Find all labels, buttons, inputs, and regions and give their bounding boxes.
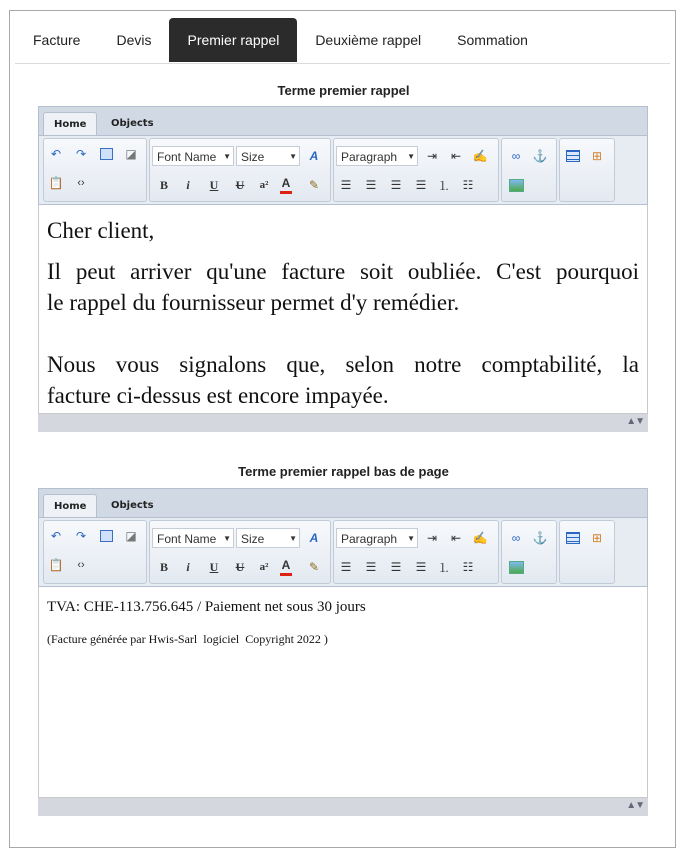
image-icon[interactable]: [506, 175, 526, 195]
tab-deuxieme-rappel[interactable]: Deuxième rappel: [315, 32, 422, 48]
paragraph-select[interactable]: [336, 528, 418, 548]
editor-tab-objects[interactable]: Objects: [111, 118, 154, 129]
paragraph-label: Paragraph: [341, 532, 398, 546]
source-code-icon[interactable]: ‹›: [77, 177, 85, 189]
style-icon[interactable]: A: [309, 531, 319, 545]
editor-tab-objects[interactable]: Objects: [111, 500, 154, 511]
font-name-label: Font Name: [157, 150, 217, 164]
editor-content-area[interactable]: [38, 587, 648, 798]
toolbar-group-paragraph: [333, 520, 499, 584]
paste-icon[interactable]: 📋: [48, 558, 64, 572]
content-line: Il peut arriver qu'une facture soit oubliée. C'est pourquoi: [47, 259, 639, 284]
section2-title: Terme premier rappel bas de page: [238, 464, 449, 479]
unordered-list-icon[interactable]: ☷: [462, 178, 474, 192]
chevron-down-icon: ▼: [223, 534, 231, 543]
tab-facture[interactable]: Facture: [33, 32, 81, 48]
eraser-icon[interactable]: ◪: [125, 529, 137, 543]
content-line: Cher client,: [47, 218, 155, 243]
chevron-down-icon: ▼: [407, 152, 415, 161]
eraser-icon[interactable]: ◪: [125, 147, 137, 161]
content-line: facture ci-dessus est encore impayée.: [47, 383, 389, 408]
superscript-icon[interactable]: a²: [259, 179, 269, 191]
toolbar-group-paragraph: [333, 138, 499, 202]
size-label: Size: [241, 532, 265, 546]
align-left-icon[interactable]: ☰: [340, 178, 352, 192]
resize-handle-icon[interactable]: ▲▼: [626, 800, 644, 811]
outdent-icon[interactable]: ⇤: [450, 531, 462, 545]
italic-icon[interactable]: i: [186, 177, 190, 192]
editor-tab-home[interactable]: Home: [43, 112, 97, 137]
bold-icon[interactable]: B: [159, 559, 168, 574]
font-name-select[interactable]: [152, 528, 234, 548]
select-all-icon[interactable]: [96, 144, 116, 164]
content-line: TVA: CHE-113.756.645 / Paiement net sous 30 jours: [47, 599, 366, 615]
ordered-list-icon[interactable]: ⒈: [437, 560, 450, 575]
align-right-icon[interactable]: ☰: [390, 560, 402, 574]
size-select[interactable]: [236, 528, 300, 548]
highlight-icon[interactable]: ✎: [308, 560, 320, 574]
bold-icon[interactable]: B: [159, 177, 168, 192]
redo-icon[interactable]: ↷: [75, 529, 87, 543]
resize-handle-icon[interactable]: ▲▼: [626, 416, 644, 427]
italic-icon[interactable]: i: [186, 559, 190, 574]
anchor-icon[interactable]: ⚓: [532, 149, 548, 163]
toolbar-group-edit: [43, 520, 147, 584]
content-line: le rappel du fournisseur permet d'y remédier.: [47, 290, 460, 315]
link-icon[interactable]: ∞: [511, 149, 521, 163]
toolbar-group-edit: [43, 138, 147, 202]
content-line: Nous vous signalons que, selon notre comptabilité, la: [47, 352, 639, 377]
chevron-down-icon: ▼: [407, 534, 415, 543]
font-color-icon[interactable]: A: [280, 175, 292, 194]
image-icon[interactable]: [506, 557, 526, 577]
content-line: (Facture générée par Hwis-Sarl logiciel Copyright 2022 ): [47, 632, 328, 646]
toolbar-group-font: [149, 520, 331, 584]
table-edit-icon[interactable]: ⊞: [591, 149, 603, 163]
align-center-icon[interactable]: ☰: [365, 560, 377, 574]
editor-tab-bar: [38, 106, 648, 135]
paste-icon[interactable]: 📋: [48, 176, 64, 190]
strikethrough-icon[interactable]: U: [235, 177, 245, 192]
style-icon[interactable]: A: [309, 149, 319, 163]
editor-premier-rappel: [38, 106, 648, 432]
superscript-icon[interactable]: a²: [259, 561, 269, 573]
undo-icon[interactable]: ↶: [50, 147, 62, 161]
indent-icon[interactable]: ⇥: [426, 531, 438, 545]
source-code-icon[interactable]: ‹›: [77, 559, 85, 571]
editor-toolbar: [38, 135, 648, 205]
format-icon[interactable]: ✍: [472, 149, 488, 163]
size-label: Size: [241, 150, 265, 164]
unordered-list-icon[interactable]: ☷: [462, 560, 474, 574]
align-center-icon[interactable]: ☰: [365, 178, 377, 192]
strikethrough-icon[interactable]: U: [235, 559, 245, 574]
select-all-icon[interactable]: [96, 526, 116, 546]
outdent-icon[interactable]: ⇤: [450, 149, 462, 163]
editor-content-area[interactable]: [38, 205, 648, 414]
tab-devis[interactable]: Devis: [116, 32, 152, 48]
table-icon[interactable]: [563, 528, 583, 548]
chevron-down-icon: ▼: [223, 152, 231, 161]
justify-icon[interactable]: ☰: [415, 560, 427, 574]
justify-icon[interactable]: ☰: [415, 178, 427, 192]
underline-icon[interactable]: U: [209, 559, 219, 574]
tab-premier-rappel[interactable]: Premier rappel: [169, 18, 297, 62]
font-name-select[interactable]: [152, 146, 234, 166]
chevron-down-icon: ▼: [289, 152, 297, 161]
font-name-label: Font Name: [157, 532, 217, 546]
main-frame: [9, 10, 676, 848]
font-color-icon[interactable]: A: [280, 557, 292, 576]
toolbar-group-font: [149, 138, 331, 202]
editor-toolbar: [38, 517, 648, 587]
table-icon[interactable]: [563, 146, 583, 166]
paragraph-select[interactable]: [336, 146, 418, 166]
toolbar-group-link: [501, 138, 557, 202]
redo-icon[interactable]: ↷: [75, 147, 87, 161]
chevron-down-icon: ▼: [289, 534, 297, 543]
size-select[interactable]: [236, 146, 300, 166]
align-right-icon[interactable]: ☰: [390, 178, 402, 192]
paragraph-label: Paragraph: [341, 150, 398, 164]
highlight-icon[interactable]: ✎: [308, 178, 320, 192]
editor-tab-bar: [38, 488, 648, 517]
editor-tab-home[interactable]: Home: [43, 494, 97, 519]
indent-icon[interactable]: ⇥: [426, 149, 438, 163]
toolbar-group-table: [559, 520, 615, 584]
toolbar-group-link: [501, 520, 557, 584]
section1-title: Terme premier rappel: [277, 83, 410, 98]
undo-icon[interactable]: ↶: [50, 529, 62, 543]
link-icon[interactable]: ∞: [511, 531, 521, 545]
align-left-icon[interactable]: ☰: [340, 560, 352, 574]
format-icon[interactable]: ✍: [472, 531, 488, 545]
editor-bas-de-page: [38, 488, 648, 816]
anchor-icon[interactable]: ⚓: [532, 531, 548, 545]
editor-status-bar: [38, 798, 648, 816]
tab-bar: [15, 18, 670, 64]
underline-icon[interactable]: U: [209, 177, 219, 192]
ordered-list-icon[interactable]: ⒈: [437, 178, 450, 193]
table-edit-icon[interactable]: ⊞: [591, 531, 603, 545]
toolbar-group-table: [559, 138, 615, 202]
tab-sommation[interactable]: Sommation: [457, 32, 528, 48]
editor-status-bar: [38, 414, 648, 432]
